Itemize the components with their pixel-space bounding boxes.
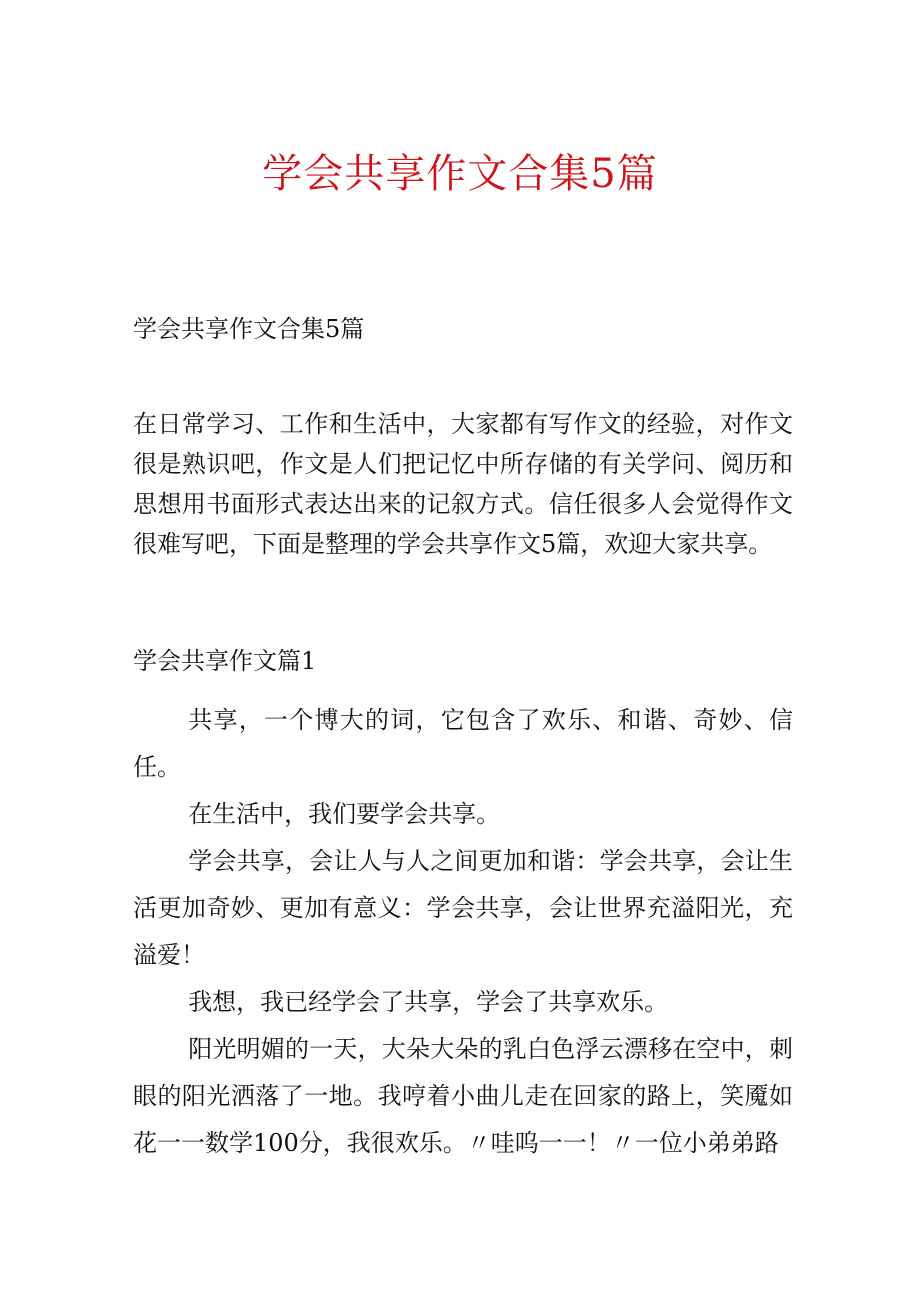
essay-paragraph-2: 在生活中，我们要学会共享。	[188, 800, 501, 828]
essay-paragraph-4: 我想，我已经学会了共享，学会了共享欢乐。	[188, 988, 669, 1016]
essay-paragraph-3: 学会共享，会让人与人之间更加和谐：学会共享，会让生活更加奇妙、更加有意义：学会共享，会让世界充溢阳光，充溢爱！	[133, 847, 793, 969]
essay-paragraph-1: 共享，一个博大的词，它包含了欢乐、和谐、奇妙、信任。	[133, 706, 793, 781]
document-subtitle: 学会共享作文合集5篇	[133, 315, 365, 343]
intro-paragraph: 在日常学习、工作和生活中，大家都有写作文的经验，对作文很是熟识吧，作文是人们把记忆中所存储的有关学问、阅历和思想用书面形式表达出来的记叙方式。信任很多人会觉得作文很难写吧，下面是整理的学会共享作文5篇，欢迎大家共享。	[133, 410, 793, 558]
document-title: 学会共享作文合集5篇	[262, 151, 658, 197]
essay-paragraph-5: 阳光明媚的一天，大朵大朵的乳白色浮云漂移在空中，刺眼的阳光洒落了一地。我哼着小曲儿走在回家的路上，笑魇如花一一数学100分，我很欢乐。〃哇呜一一！〃一位小弟弟路	[133, 1035, 793, 1157]
essay-body	[133, 697, 793, 1167]
section-heading: 学会共享作文篇1	[133, 647, 317, 675]
